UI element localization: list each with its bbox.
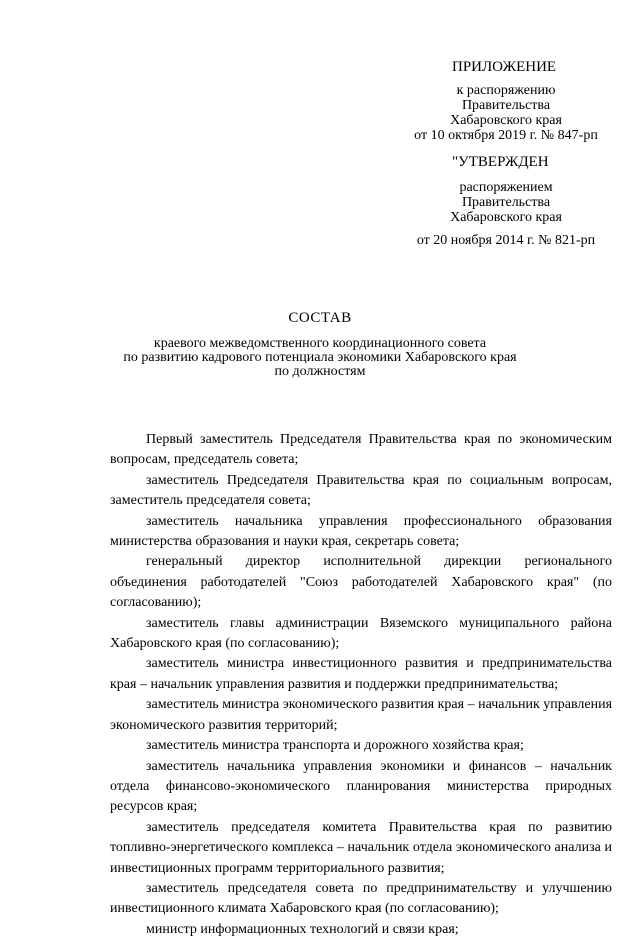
appendix-line: к распоряжению <box>456 83 556 98</box>
document-title: СОСТАВ <box>288 310 352 326</box>
member-item: генеральный директор исполнительной дирекции регионального объединения работодателей "Союз работодателей Хабаровского края" (по согласованию); <box>110 554 612 611</box>
members-list <box>110 430 612 940</box>
appendix-date: от 10 октября 2019 г. № 847-рп <box>414 128 598 143</box>
document-subtitle-line: по должностям <box>274 364 366 379</box>
member-item: министр информационных технологий и связи края; <box>146 921 459 937</box>
member-item: Первый заместитель Председателя Правительства края по экономическим вопросам, председатель совета; <box>110 432 612 468</box>
member-item: заместитель министра инвестиционного развития и предпринимательства края – начальник управления развития и поддержки предпринимательства; <box>110 656 612 692</box>
member-item: заместитель начальника управления профессионального образования министерства образования и науки края, секретарь совета; <box>110 513 612 550</box>
approved-line: Правительства <box>461 195 551 210</box>
member-item: заместитель министра транспорта и дорожного хозяйства края; <box>146 738 524 754</box>
appendix-line: Правительства <box>461 98 551 113</box>
member-item: заместитель главы администрации Вяземского муниципального района Хабаровского края (по согласованию); <box>110 615 612 652</box>
approved-date: от 20 ноября 2014 г. № 821-рп <box>416 233 596 248</box>
document-subtitle-line: краевого межведомственного координационного совета <box>153 336 487 351</box>
appendix-title: ПРИЛОЖЕНИЕ <box>452 59 557 75</box>
member-item: заместитель Председателя Правительства края по социальным вопросам, заместитель председателя совета; <box>110 472 612 509</box>
member-item: заместитель председателя комитета Правительства края по развитию топливно-энергетического комплекса – начальник отдела экономического анализа и инвестиционных программ территориального развития; <box>110 819 612 876</box>
approved-line: Хабаровского края <box>450 210 562 225</box>
approved-block <box>396 155 616 248</box>
appendix-block <box>396 60 616 143</box>
document-subtitle-line: по развитию кадрового потенциала экономики Хабаровского края <box>123 350 517 365</box>
appendix-line: Хабаровского края <box>450 113 562 128</box>
member-item: заместитель министра экономического развития края – начальник управления экономического развития территорий; <box>110 697 613 733</box>
approved-line: распоряжением <box>459 180 553 195</box>
document-title-block <box>110 310 530 379</box>
approved-title: "УТВЕРЖДЕН <box>452 154 549 170</box>
member-item: заместитель председателя совета по предпринимательству и улучшению инвестиционного климата Хабаровского края (по согласованию); <box>110 880 612 917</box>
member-item: заместитель начальника управления экономики и финансов – начальник отдела финансово-экономического планирования министерства природных ресурсов края; <box>110 758 612 815</box>
